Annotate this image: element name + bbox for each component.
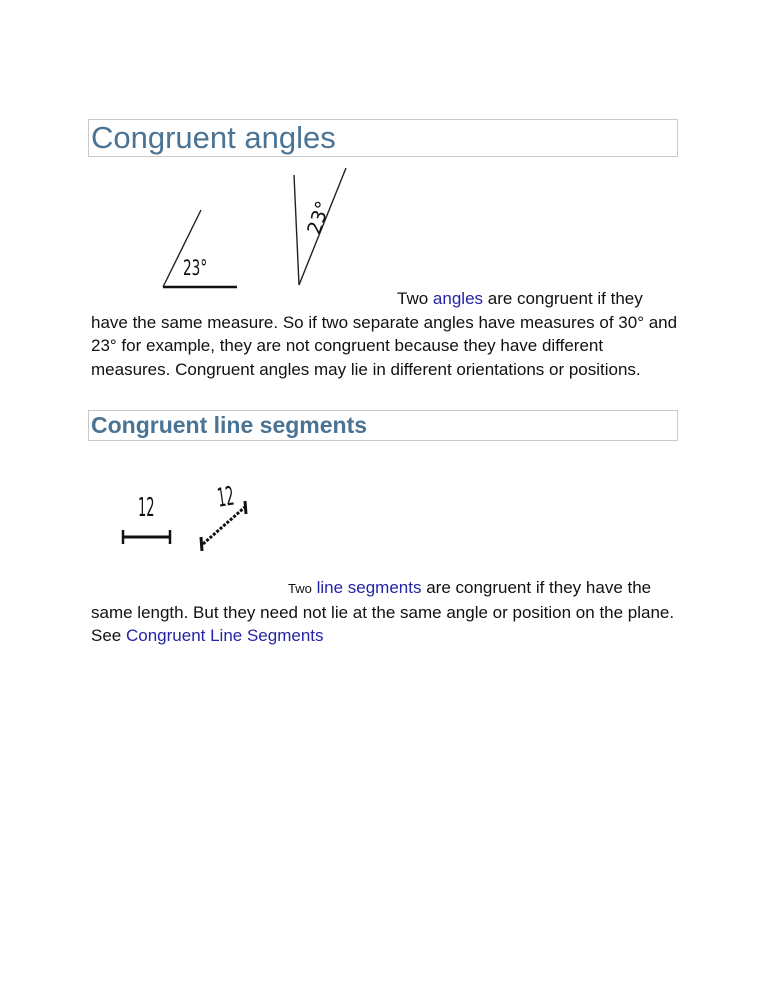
angle-figure-2 xyxy=(285,165,355,290)
segment-figure-2-endpoint-left xyxy=(201,537,202,551)
angle-figure-2-ray-left xyxy=(294,175,299,285)
segment-figure-2-label: 12 xyxy=(215,480,236,513)
heading-congruent-angles xyxy=(88,119,678,157)
segment-figure-1-label: 12 xyxy=(138,491,155,523)
segment-figure-2 xyxy=(195,470,255,555)
angles-paragraph xyxy=(91,287,681,381)
angles-link[interactable]: angles xyxy=(432,289,484,308)
segments-paragraph xyxy=(91,576,681,648)
segments-paragraph-text: are congruent if they have the same length. But they need not lie at the same angle or position on the plane. xyxy=(91,578,675,622)
segment-figure-1 xyxy=(118,480,178,550)
angle-figure-1 xyxy=(155,205,245,295)
angle-figure-1-label: 23° xyxy=(183,257,208,281)
segment-figure-2-line xyxy=(203,507,245,544)
heading-congruent-line-segments xyxy=(88,410,678,441)
segment-figure-2-endpoint-right xyxy=(245,501,246,514)
heading-congruent-line-segments-text: Congruent line segments xyxy=(91,412,368,438)
angles-paragraph-lead: Two xyxy=(397,289,429,308)
congruent-line-segments-link[interactable]: Congruent Line Segments xyxy=(125,626,324,645)
heading-congruent-angles-text: Congruent angles xyxy=(91,120,336,155)
angles-paragraph-text: are congruent if they have the same measure. So if two separate angles have measures of 30° and 23° for example, they are not congruent because they have different measures. Congruent angles may lie in different orientations or positions. xyxy=(91,289,678,379)
see-label: See xyxy=(91,626,122,645)
angle-figure-2-label: 23° xyxy=(303,198,335,238)
line-segments-link[interactable]: line segments xyxy=(316,578,422,597)
segments-paragraph-lead: Two xyxy=(288,581,312,596)
